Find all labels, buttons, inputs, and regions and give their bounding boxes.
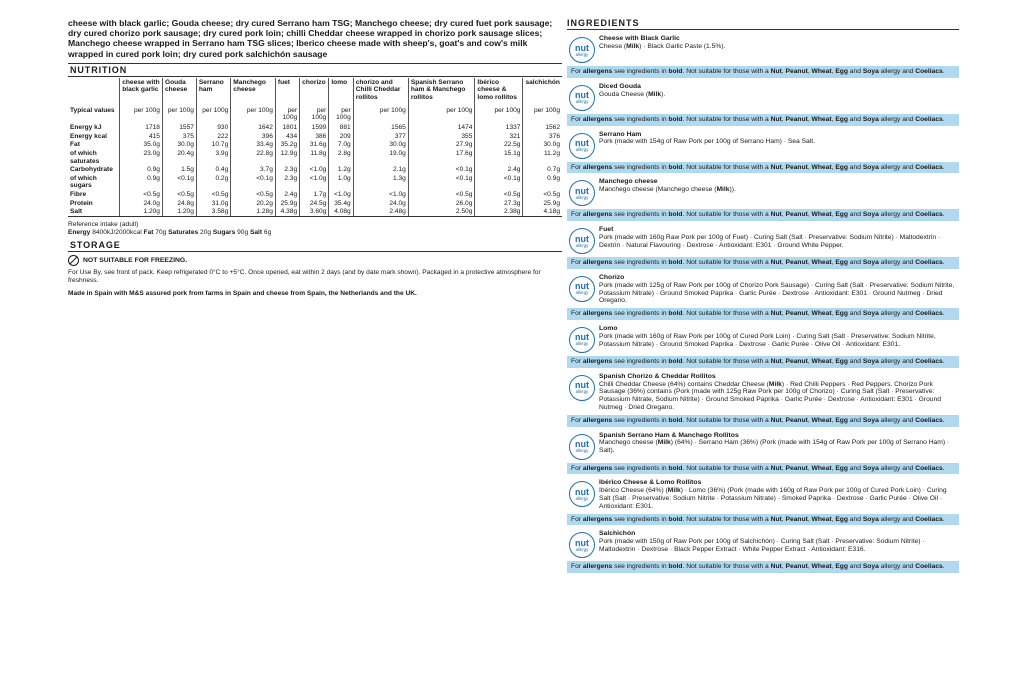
nutrient-value: 11.8g	[300, 150, 329, 166]
nutrient-value: 434	[275, 132, 299, 141]
nutrient-value: 1337	[475, 124, 523, 133]
allergen-advice: For allergens see ingredients in bold. Not suitable for those with a Nut, Peanut, Wheat, Egg and Soya allergy and Coeliacs.	[567, 356, 959, 368]
nutrient-value: 17.6g	[408, 150, 475, 166]
nutrient-value: <0.5g	[120, 191, 163, 200]
nutrient-value: <1.0g	[300, 174, 329, 190]
nutrient-value: 3.58g	[196, 208, 230, 217]
nutrient-label: of which sugars	[70, 174, 97, 190]
badge-allergy-text: allergy	[575, 99, 589, 105]
ingredient-item	[567, 272, 959, 320]
ingredient-item	[567, 323, 959, 368]
nutrient-value: 12.9g	[275, 150, 299, 166]
typical-values-label: Typical values	[70, 106, 115, 114]
per-100g-cell: per 100g	[329, 103, 353, 124]
allergen-advice: For allergens see ingredients in bold. Not suitable for those with a Nut, Peanut, Wheat, Egg and Soya allergy and Coeliacs.	[567, 209, 959, 221]
nut-allergy-icon	[569, 375, 595, 401]
badge-allergy-text: allergy	[575, 546, 589, 552]
badge-allergy-text: allergy	[575, 194, 589, 200]
nutrition-column-header: Serrano ham	[196, 78, 230, 103]
ref-sugars-value: 90g	[237, 229, 249, 237]
nutrient-value: 35.4g	[329, 199, 353, 208]
ingredients-heading: INGREDIENTS	[567, 18, 959, 30]
nutrient-value: <0.5g	[162, 191, 196, 200]
per-100g-cell: per 100g	[353, 103, 408, 124]
ingredient-product-name: Chorizo	[599, 273, 625, 281]
nutrient-value: <1.0g	[353, 191, 408, 200]
nut-allergy-icon	[569, 228, 595, 254]
nutrient-value: 24.0g	[353, 199, 408, 208]
nutrient-value: <0.1g	[408, 166, 475, 175]
badge-allergy-text: allergy	[575, 51, 589, 57]
nutrient-value: <0.1g	[475, 174, 523, 190]
nutrition-column-header: chorizo	[300, 78, 329, 103]
table-row	[68, 199, 562, 208]
per-100g-cell: per 100g	[196, 103, 230, 124]
nutrient-value: 930	[196, 124, 230, 133]
nutrient-value: <0.1g	[231, 174, 276, 190]
nutrient-value: 27.3g	[475, 199, 523, 208]
nutrient-value: <0.5g	[523, 191, 562, 200]
nutrient-value: 25.9g	[523, 199, 562, 208]
ingredient-product-name: Diced Gouda	[599, 82, 641, 90]
ingredient-product-text: Manchego cheese (Manchego cheese (Milk)).	[599, 186, 736, 194]
ingredient-product-text: Gouda Cheese (Milk).	[599, 90, 666, 98]
nutrition-column-header: Spanish Serrano ham & Manchego rollitos	[408, 78, 475, 103]
nutrition-column-header: Manchego cheese	[231, 78, 276, 103]
nutrient-value: <0.5g	[196, 191, 230, 200]
ingredient-product	[567, 272, 959, 305]
nutrient-value: 1.5g	[162, 166, 196, 175]
nutrition-header-row	[68, 78, 562, 103]
nutrient-value: 33.4g	[231, 141, 276, 150]
nutrition-column-header: cheese with black garlic	[120, 78, 163, 103]
ingredient-product-text: Chilli Cheddar Cheese (64%) contains Cheddar Cheese (Milk) · Red Chilli Peppers · Red Peppers. Chorizo Pork Sausage (36%) contains (Pork (made with 125g Raw Pork per 100g of Chorizo) · Curing Salt (Salt · Preservative: Potassium Nitrate, Sodium Nitrite) · Ground Smoked Paprika · Garlic Purée · Dextrose · Antioxidant: E301 · Ground Nutmeg · Dried Oregano.	[599, 380, 941, 411]
ingredient-product-text: Pork (made with 154g of Raw Pork per 100g of Serrano Ham) · Sea Salt.	[599, 138, 815, 146]
nut-allergy-icon	[569, 133, 595, 159]
nutrient-label: Salt	[68, 208, 120, 217]
ref-sugars-label: Sugars	[212, 229, 236, 237]
nutrient-value: 24.0g	[120, 199, 163, 208]
nutrient-value: 30.0g	[353, 141, 408, 150]
badge-allergy-text: allergy	[575, 448, 589, 454]
badge-nut-text: nut	[575, 332, 589, 343]
allergen-advice: For allergens see ingredients in bold. Not suitable for those with a Nut, Peanut, Wheat, Egg and Soya allergy and Coeliacs.	[567, 514, 959, 526]
ingredient-product-text: Ibérico Cheese (64%) (Milk) · Lomo (36%) (Pork (made with 160g of Raw Pork per 100g of Cured Pork Loin) · Curing Salt (Salt · Preservative: Sodium Nitrite · Potassium Nitrate) · Smoked Paprika · Dextrose · Garlic Purée · Olive Oil · Antioxidant: E301.	[599, 487, 947, 510]
nutrient-value: <0.1g	[408, 174, 475, 190]
nutrient-value: 3.7g	[231, 166, 276, 175]
nutrient-label: Protein	[70, 199, 93, 207]
left-column	[68, 18, 562, 298]
nutrient-label: Fat	[70, 141, 80, 149]
right-column	[567, 18, 959, 576]
badge-nut-text: nut	[575, 537, 589, 548]
nutrient-value: 35.2g	[275, 141, 299, 150]
badge-allergy-text: allergy	[575, 290, 589, 296]
nutrient-value: 1557	[162, 124, 196, 133]
nutrient-value: <1.0g	[300, 166, 329, 175]
nutrient-label: Carbohydrate	[70, 166, 113, 174]
nutrient-label: Energy kJ	[70, 124, 102, 132]
ingredient-product-name: Cheese with Black Garlic	[599, 35, 680, 42]
allergen-advice: For allergens see ingredients in bold. Not suitable for those with a Nut, Peanut, Wheat, Egg and Soya allergy and Coeliacs.	[567, 114, 959, 126]
origin-statement: Made in Spain with M&S assured pork from farms in Spain and cheese from Spain, the Netherlands and the UK.	[68, 290, 417, 298]
ingredient-item	[567, 224, 959, 269]
storage-heading: STORAGE	[68, 239, 562, 252]
nutrient-value: 2.4g	[475, 166, 523, 175]
badge-nut-text: nut	[575, 42, 589, 53]
per-100g-cell: per 100g	[231, 103, 276, 124]
per-100g-cell: per 100g	[120, 103, 163, 124]
ingredient-product	[567, 176, 959, 206]
nutrient-value: <0.1g	[162, 174, 196, 190]
ingredient-product-text: Pork (made with 125g of Raw Pork per 100g of Chorizo Pork Sausage) · Curing Salt (Salt · Preservative: Sodium Nitrite, Potassium Nitrate) · Ground Smoked Paprika · Garlic Purée · Dextrose · Antioxidant: E301 · Ground Nutmeg · Dried Oregano.	[599, 281, 955, 305]
product-title: cheese with black garlic; Gouda cheese; dry cured Serrano ham TSG; Manchego cheese; dry cured fuet pork sausage; dry cured chorizo pork sausage; dry cured pork loin; chilli Cheddar cheese wrapped in chorizo pork sausage slices; Manchego cheese wrapped in Serrano ham TSG slices; Iberico cheese made with sheep's, goat's and cow's milk wrapped in cured pork loin; dry cured pork salchichón sausage	[68, 18, 553, 59]
nutrient-value: 2.8g	[329, 150, 353, 166]
nutrient-value: 321	[475, 132, 523, 141]
nutrient-value: 0.9g	[120, 174, 163, 190]
nutrient-value: 2.48g	[353, 208, 408, 217]
ref-energy-value: 8400kJ/2000kcal	[92, 229, 142, 237]
nutrient-value: 2.38g	[475, 208, 523, 217]
nutrient-value: 1.28g	[231, 208, 276, 217]
nutrient-value: 1.2g	[329, 166, 353, 175]
nutrition-body	[68, 103, 562, 217]
nutrient-value: 4.08g	[329, 208, 353, 217]
nutrient-value: 1.20g	[120, 208, 163, 217]
ingredient-product	[567, 528, 959, 558]
nutrient-value: 1599	[300, 124, 329, 133]
ref-sat-label: Saturates	[168, 229, 199, 237]
table-row	[68, 174, 562, 190]
nutrition-column-header: lomo	[329, 78, 353, 103]
ingredient-product	[567, 430, 959, 460]
nutrient-value: 222	[196, 132, 230, 141]
ingredient-item	[567, 371, 959, 427]
nutrient-value: 3.60g	[300, 208, 329, 217]
nutrient-value: 1562	[523, 124, 562, 133]
per-100g-cell: per 100g	[408, 103, 475, 124]
reference-intake	[68, 221, 562, 237]
nutrient-value: 4.38g	[275, 208, 299, 217]
nutrition-column-header: Gouda cheese	[162, 78, 196, 103]
ingredient-product-name: Lomo	[599, 324, 618, 332]
per-100g-cell: per 100g	[475, 103, 523, 124]
nutrient-value: 1642	[231, 124, 276, 133]
nutrient-label: of which saturates	[70, 150, 100, 165]
nutrient-value: 1.3g	[353, 174, 408, 190]
nutrient-value: 31.0g	[196, 199, 230, 208]
nutrient-value: <0.5g	[231, 191, 276, 200]
nutrient-value: 376	[523, 132, 562, 141]
badge-nut-text: nut	[575, 281, 589, 292]
ingredient-product-text: Pork (made with 160g of Raw Pork per 100g of Cured Pork Loin) · Curing Salt (Salt · Preservative: Sodium Nitrite, Potassium Nitrate) · Ground Smoked Paprika · Dextrose · Garlic Purée · Olive Oil · Antioxidant: E301.	[599, 332, 936, 348]
badge-nut-text: nut	[575, 138, 589, 149]
nutrient-value: 1801	[275, 124, 299, 133]
ingredient-product-text: Manchego cheese (Milk) (64%) · Serrano Ham (36%) (Pork (made with 154g of Raw Pork per 100g of Serrano Ham) · Salt).	[599, 439, 950, 455]
badge-nut-text: nut	[575, 185, 589, 196]
nutrient-value: 1.7g	[300, 191, 329, 200]
ingredient-product	[567, 81, 959, 111]
nutrient-value: 2.3g	[275, 166, 299, 175]
nutrient-value: 27.9g	[408, 141, 475, 150]
nutrient-value: 31.6g	[300, 141, 329, 150]
nutrient-value: 1474	[408, 124, 475, 133]
nutrient-value: 0.2g	[196, 174, 230, 190]
nutrient-value: 386	[300, 132, 329, 141]
nutrient-value: 35.0g	[120, 141, 163, 150]
nutrient-value: 20.4g	[162, 150, 196, 166]
storage-instructions: For Use By, see front of pack. Keep refrigerated 0°C to +5°C. Once opened, eat within 2 days (and by date mark shown). Packaged in a protective atmosphere for freshness.	[68, 269, 541, 285]
allergen-advice: For allergens see ingredients in bold. Not suitable for those with a Nut, Peanut, Wheat, Egg and Soya allergy and Coeliacs.	[567, 561, 959, 573]
badge-allergy-text: allergy	[575, 341, 589, 347]
allergen-advice: For allergens see ingredients in bold. Not suitable for those with a Nut, Peanut, Wheat, Egg and Soya allergy and Coeliacs.	[567, 257, 959, 269]
ingredient-product-text: Pork (made with 150g of Raw Pork per 100g of Salchichón) · Curing Salt (Salt · Preservative: Sodium Nitrite) · Maltodextrin · Dextrose · Black Pepper Extract · White Pepper Extract · Antioxidant: E316.	[599, 538, 925, 553]
nutrient-value: 30.0g	[523, 141, 562, 150]
ingredient-item	[567, 430, 959, 475]
nut-allergy-icon	[569, 532, 595, 558]
ref-fat-label: Fat	[143, 229, 154, 237]
badge-nut-text: nut	[575, 486, 589, 497]
nutrient-value: 3.9g	[196, 150, 230, 166]
ref-salt-value: 6g	[263, 229, 272, 237]
nutrient-value: 881	[329, 124, 353, 133]
nutrition-corner-cell	[68, 78, 120, 103]
badge-nut-text: nut	[575, 380, 589, 391]
allergen-advice: For allergens see ingredients in bold. Not suitable for those with a Nut, Peanut, Wheat, Egg and Soya allergy and Coeliacs.	[567, 415, 959, 427]
nutrient-value: 2.50g	[408, 208, 475, 217]
badge-nut-text: nut	[575, 439, 589, 450]
nutrient-value: 1565	[353, 124, 408, 133]
ingredients-list	[567, 33, 959, 573]
badge-nut-text: nut	[575, 233, 589, 244]
table-row	[68, 150, 562, 166]
per-100g-cell: per 100g	[523, 103, 562, 124]
per-100g-cell: per 100g	[162, 103, 196, 124]
table-row	[68, 141, 562, 150]
nutrient-value: 377	[353, 132, 408, 141]
ingredient-product-name: Spanish Serrano Ham & Manchego Rollitos	[599, 431, 739, 439]
nutrient-value: 2.4g	[275, 191, 299, 200]
ingredient-product	[567, 477, 959, 510]
nutrient-value: 15.1g	[475, 150, 523, 166]
allergen-advice: For allergens see ingredients in bold. Not suitable for those with a Nut, Peanut, Wheat, Egg and Soya allergy and Coeliacs.	[567, 463, 959, 475]
nutrient-value: 22.8g	[231, 150, 276, 166]
nutrition-column-header: fuet	[275, 78, 299, 103]
allergen-advice: For allergens see ingredients in bold. Not suitable for those with a Nut, Peanut, Wheat, Egg and Soya allergy and Coeliacs.	[567, 162, 959, 174]
ingredient-item	[567, 129, 959, 174]
nutrient-value: 24.5g	[300, 199, 329, 208]
nutrient-value: 0.9g	[523, 174, 562, 190]
ingredient-product-name: Ibérico Cheese & Lomo Rollitos	[599, 479, 702, 487]
nutrient-value: 1.20g	[162, 208, 196, 217]
nutrient-value: 0.7g	[523, 166, 562, 175]
ref-salt-label: Salt	[249, 229, 263, 237]
nutrition-heading: NUTRITION	[68, 63, 562, 77]
nutrition-table	[68, 78, 562, 218]
nutrient-value: 10.7g	[196, 141, 230, 150]
nut-allergy-icon	[569, 85, 595, 111]
table-row	[68, 166, 562, 175]
nutrient-value: 1718	[120, 124, 163, 133]
badge-allergy-text: allergy	[575, 242, 589, 248]
nutrition-column-header: Ibérico cheese & lomo rollitos	[475, 78, 523, 103]
ingredient-product-name: Serrano Ham	[599, 130, 642, 138]
table-row	[68, 208, 562, 217]
ingredient-item	[567, 528, 959, 573]
nutrient-value: 23.0g	[120, 150, 163, 166]
ref-fat-value: 70g	[155, 229, 167, 237]
nutrient-value: 375	[162, 132, 196, 141]
ingredient-product-text: Pork (made with 160g Raw Pork per 100g of Fuet) · Curing Salt (Salt · Preservative: Sodium Nitrite) · Maltodextrin · Dextrin · Natural Flavouring · Dextrose · Antioxidant: E301 · Ground White Pepper.	[599, 233, 941, 249]
per-100g-cell: per 100g	[300, 103, 329, 124]
nut-allergy-icon	[569, 327, 595, 353]
ingredient-product	[567, 33, 959, 63]
table-row	[68, 132, 562, 141]
freezing-text: NOT SUITABLE FOR FREEZING.	[83, 257, 188, 265]
nutrient-value: 20.2g	[231, 199, 276, 208]
nutrient-value: 25.9g	[275, 199, 299, 208]
nutrient-value: <1.0g	[329, 191, 353, 200]
ingredient-product	[567, 129, 959, 159]
ref-energy-label: Energy	[68, 229, 91, 237]
nutrition-column-header: salchichón	[523, 78, 562, 103]
nutrient-value: 30.0g	[162, 141, 196, 150]
reference-values	[68, 229, 562, 237]
nutrient-value: 7.0g	[329, 141, 353, 150]
typical-values-row	[68, 103, 562, 124]
badge-allergy-text: allergy	[575, 147, 589, 153]
nutrient-value: 2.3g	[275, 174, 299, 190]
nutrient-value: 396	[231, 132, 276, 141]
nutrient-value: 19.0g	[353, 150, 408, 166]
ingredient-product-name: Manchego cheese	[599, 178, 658, 186]
nutrient-value: <0.5g	[475, 191, 523, 200]
ingredient-product-name: Spanish Chorizo & Cheddar Rollitos	[599, 372, 716, 380]
nutrient-value: <0.5g	[408, 191, 475, 200]
reference-title: Reference intake (adult)	[68, 221, 139, 229]
ingredient-item	[567, 477, 959, 525]
nutrition-column-header: chorizo and Chilli Cheddar rollitos	[353, 78, 408, 103]
badge-nut-text: nut	[575, 90, 589, 101]
nut-allergy-icon	[569, 276, 595, 302]
per-100g-cell: per 100g	[275, 103, 299, 124]
nutrient-value: 11.2g	[523, 150, 562, 166]
nutrient-value: 2.1g	[353, 166, 408, 175]
nutrient-value: 415	[120, 132, 163, 141]
ingredient-product-text: Cheese (Milk) · Black Garlic Paste (1.5%).	[599, 42, 726, 50]
badge-allergy-text: allergy	[575, 389, 589, 395]
nutrient-value: 22.5g	[475, 141, 523, 150]
allergen-advice: For allergens see ingredients in bold. Not suitable for those with a Nut, Peanut, Wheat, Egg and Soya allergy and Coeliacs.	[567, 308, 959, 320]
no-freeze-icon	[68, 255, 79, 266]
ingredient-item	[567, 33, 959, 78]
ingredient-product-name: Salchichón	[599, 530, 636, 538]
ingredient-product	[567, 323, 959, 353]
nutrient-value: 0.4g	[196, 166, 230, 175]
ingredient-product	[567, 371, 959, 412]
ingredient-product	[567, 224, 959, 254]
allergen-advice: For allergens see ingredients in bold. Not suitable for those with a Nut, Peanut, Wheat, Egg and Soya allergy and Coeliacs.	[567, 66, 959, 78]
ref-sat-value: 20g	[200, 229, 212, 237]
nutrient-value: 24.8g	[162, 199, 196, 208]
table-row	[68, 124, 562, 133]
freezing-warning	[68, 255, 562, 266]
nutrient-label: Energy kcal	[70, 132, 108, 140]
nut-allergy-icon	[569, 434, 595, 460]
table-row	[68, 191, 562, 200]
nutrient-label: Fibre	[70, 191, 87, 199]
nut-allergy-icon	[569, 180, 595, 206]
ingredient-item	[567, 176, 959, 221]
nutrient-value: 209	[329, 132, 353, 141]
badge-allergy-text: allergy	[575, 495, 589, 501]
ingredient-item	[567, 81, 959, 126]
nutrient-value: 1.0g	[329, 174, 353, 190]
nutrient-value: 4.18g	[523, 208, 562, 217]
ingredient-product-name: Fuet	[599, 226, 614, 234]
nut-allergy-icon	[569, 481, 595, 507]
nutrient-value: 26.0g	[408, 199, 475, 208]
nut-allergy-icon	[569, 37, 595, 63]
nutrient-value: 0.9g	[120, 166, 163, 175]
nutrient-value: 355	[408, 132, 475, 141]
